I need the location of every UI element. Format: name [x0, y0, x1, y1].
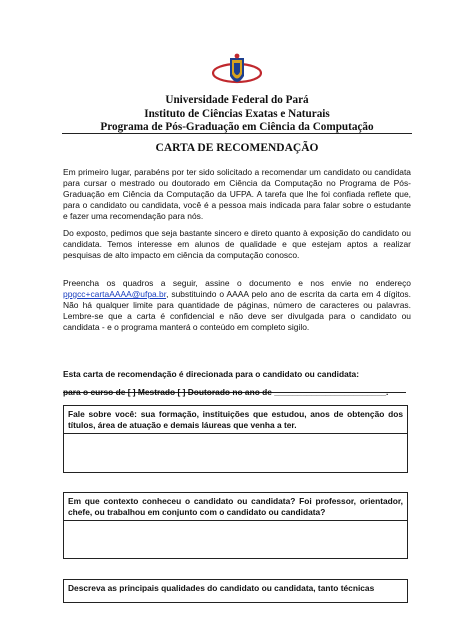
question-context: Em que contexto conheceu o candidato ou candidata? Foi professor, orientador, chefe, ou trabalhou em conjunto com o candidato ou candidata?: [64, 493, 407, 521]
question-qualities: Descreva as principais qualidades do candidato ou candidata, tanto técnicas: [68, 583, 375, 593]
course-selection-line: para o curso de [ ] Mestrado [ ] Doutorado no ano de ________________________.: [63, 387, 389, 397]
question-box-qualities: [63, 579, 408, 603]
instructions-text-after: , substituindo o AAAA pelo ano de escrita da carta em 4 dígitos. Não há qualquer limite para quantidade de páginas, número de caracteres ou palavras. Lembre-se que a carta é confidencial e não deve ser divulgada para o candidato ou candidata - e o programa manterá o conteúdo em completo sigilo.: [63, 289, 411, 332]
submission-email-link[interactable]: ppgcc+cartaAAAA@ufpa.br: [63, 289, 167, 299]
question-box-about-you: [63, 405, 408, 473]
candidate-name-label: Esta carta de recomendação é direcionada para o candidato ou candidata:: [63, 369, 360, 379]
question-box-context: [63, 492, 408, 559]
university-name: Universidade Federal do Pará: [165, 94, 309, 106]
document-title: CARTA DE RECOMENDAÇÃO: [155, 142, 319, 154]
program-name: Programa de Pós-Graduação em Ciência da Computação: [100, 121, 374, 133]
institute-name: Instituto de Ciências Exatas e Naturais: [144, 108, 330, 120]
header-divider: [62, 133, 412, 134]
question-about-you: Fale sobre você: sua formação, instituições que estudou, anos de obtenção dos títulos, área de atuação e demais láureas que venha a ter.: [64, 406, 407, 434]
ufpa-logo: [212, 52, 262, 94]
expectation-paragraph: Do exposto, pedimos que seja bastante sincero e direto quanto à exposição do candidato ou candidata. Temos interesse em alunos de qualidade e que estejam aptos a realizar pesquisas de alto impacto em ciência da computação conosco.: [63, 228, 411, 260]
intro-paragraph: Em primeiro lugar, parabéns por ter sido solicitado a recomendar um candidato ou candidata para cursar o mestrado ou doutorado em Ciência da Computação no Programa de Pós-Graduação em Ciência da Computação da UFPA. A tarefa que lhe foi confiada reflete que, para o candidato ou candidata, você é a pessoa mais indicada para falar sobre o estudante e fazer uma recomendação para nós.: [63, 167, 411, 221]
instructions-text-before: Preencha os quadros a seguir, assine o documento e nos envie no endereço: [63, 278, 411, 288]
instructions-paragraph: [63, 278, 411, 333]
